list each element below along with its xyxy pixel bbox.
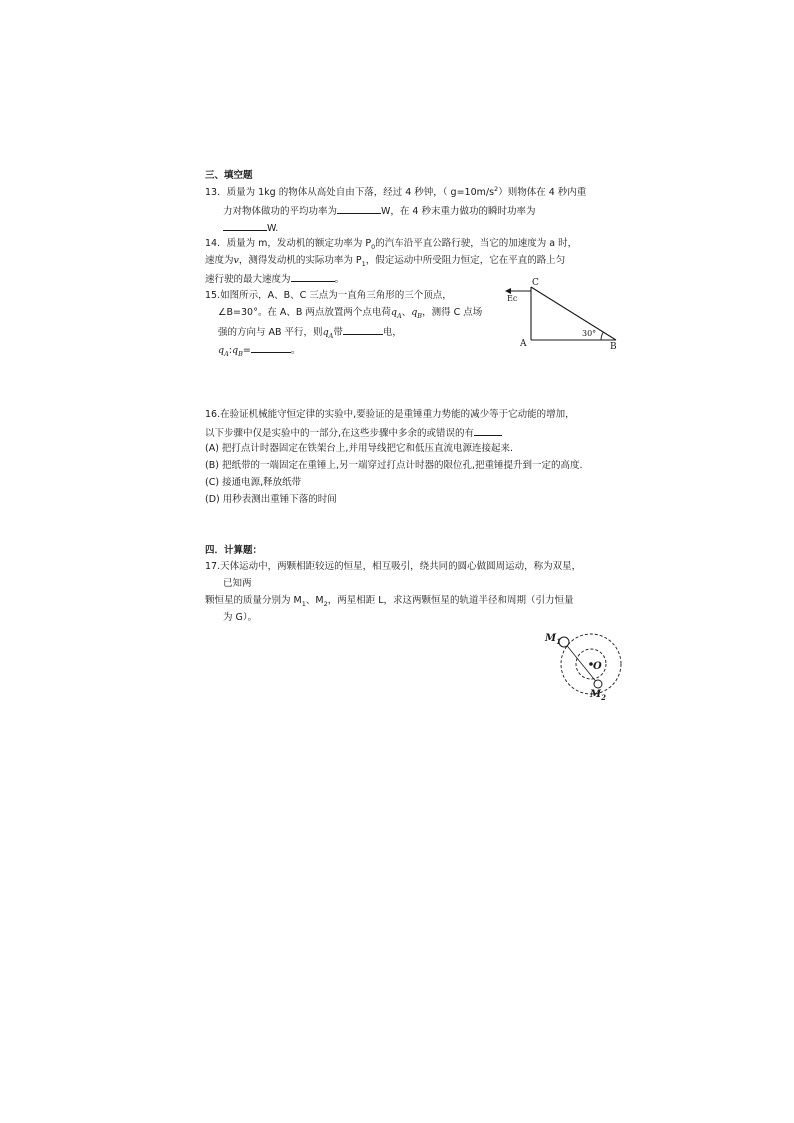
q15-ratio-qa-sub: A [224, 349, 229, 358]
q15-line1: 15.如图所示，A、B、C 三点为一直角三角形的三个顶点， [205, 290, 452, 301]
q17-text-b: 、M [305, 595, 324, 606]
label-m1: $M_1$ [545, 633, 561, 646]
q15-line3 [218, 325, 402, 338]
q13-line2 [223, 204, 536, 217]
q15-text-a: ∠B=30°。在 A、B 两点放置两个点电荷 [218, 307, 391, 318]
label-c: C [532, 278, 539, 288]
label-m2: $M_2$ [590, 689, 606, 702]
q17-line4: 为 G）。 [223, 612, 258, 623]
q14-text-b: 的汽车沿平直公路行驶，当它的加速度为 a 时， [375, 238, 578, 249]
q13-sup: 2 [494, 184, 499, 193]
q16-option-d: (D) 用秒表测出重锤下落的时间 [205, 494, 337, 505]
q15-text-d: 带 [333, 327, 343, 338]
label-a: A [520, 339, 527, 349]
q16-line1: 16.在验证机械能守恒定律的实验中,要验证的是重锤重力势能的减少等于它动能的增加， [205, 409, 575, 420]
q16-line2 [205, 426, 502, 439]
q17-line3 [205, 595, 574, 606]
label-b: B [610, 342, 617, 352]
q16-option-b: (B) 把纸带的一端固定在重锤上,另一端穿过打点计时器的限位孔,把重锤提升到一定的高度. [205, 460, 583, 471]
q14-text-g: 。 [334, 274, 345, 285]
q17-text-c: ，两星相距 L，求这两颗恒星的轨道半径和周期（引力恒量 [327, 595, 574, 606]
q15-qa-sub: A [396, 311, 402, 320]
q15-sep: 、 [401, 307, 412, 318]
q17-text-a: 颗恒星的质量分别为 M [205, 595, 302, 606]
label-angle: 30° [582, 329, 597, 338]
q14-text-c: 速度为 [205, 255, 234, 266]
q15-text-c: 强的方向与 AB 平行，则 [218, 327, 323, 338]
q13-text-b: ）则物体在 4 秒内重 [498, 187, 587, 198]
label-ec: Ec [507, 294, 518, 303]
section3-heading: 三、填空题 [205, 170, 253, 181]
q13-text-d: W，在 4 秒末重力做功的瞬时功率为 [381, 206, 536, 217]
q15-blank-1[interactable] [343, 325, 383, 335]
q14-line3 [205, 272, 344, 285]
q16-option-c: (C) 接通电源,释放纸带 [205, 477, 302, 488]
binary-star-figure [540, 627, 640, 707]
q14-sub-0: 0 [371, 242, 376, 251]
q14-text-a: 14．质量为 m，发动机的额定功率为 P [205, 238, 372, 249]
triangle-figure [500, 277, 640, 357]
q15-text-b: ，测得 C 点场 [422, 307, 483, 318]
q14-line2 [205, 255, 565, 266]
q15-qa: q [390, 307, 397, 318]
q13-blank-1[interactable] [337, 204, 381, 214]
star-m2 [594, 680, 602, 688]
q13-text-a: 13．质量为 1kg 的物体从高处自由下落，经过 4 秒钟，（ g=10m/s [205, 187, 495, 198]
q15-qb: q [411, 307, 418, 318]
q14-velocity-symbol: v [233, 255, 239, 266]
q14-line1 [205, 238, 577, 249]
q15-ratio-qa: q [218, 345, 225, 356]
q14-blank[interactable] [291, 272, 335, 282]
q13-line1 [205, 184, 587, 198]
label-o: O [593, 661, 602, 672]
q16-blank[interactable] [474, 426, 502, 436]
q13-text-c: 力对物体做功的平均功率为 [223, 206, 338, 217]
q15-ratio-qb: q [232, 345, 239, 356]
q16-option-a: (A) 把打点计时器固定在铁架台上,并用导线把它和低压直流电源连接起来. [205, 443, 513, 454]
section4-heading: 四．计算题： [205, 545, 263, 556]
q15-qb-sub: B [417, 311, 423, 320]
q15-line2 [218, 307, 482, 318]
q17-line2: 已知两 [223, 578, 252, 589]
q15-ratio-colon: : [228, 345, 232, 356]
q14-text-e: ，假定运动中所受阻力恒定，它在平直的路上匀 [365, 255, 566, 266]
q14-text-d: ，测得发动机的实际功率为 P [238, 255, 362, 266]
q17-sub-1: 1 [301, 599, 306, 608]
q15-line4 [218, 343, 300, 356]
q14-text-f: 速行驶的最大速度为 [205, 274, 291, 285]
q15-ratio-qb-sub: B [238, 349, 243, 358]
q14-sub-1: 1 [361, 259, 366, 268]
q15-ratio-end: 。 [290, 345, 301, 356]
angle-arc [601, 332, 603, 340]
triangle-side-bc [531, 287, 616, 340]
q17-line1: 17.天体运动中，两颗相距较远的恒星，相互吸引，绕共同的圆心做圆周运动，称为双星， [205, 561, 582, 572]
q13-text-e: W. [267, 223, 279, 234]
q15-q-sub: A [328, 331, 334, 340]
q16-text: 以下步骤中仅是实验中的一部分,在这些步骤中多余的或错误的有 [205, 428, 475, 439]
q17-sub-2: 2 [323, 599, 328, 608]
q15-text-e: 电， [382, 327, 402, 338]
q13-line3 [223, 221, 278, 234]
q13-blank-2[interactable] [223, 221, 267, 231]
q15-blank-2[interactable] [251, 343, 291, 353]
q15-q: q [322, 327, 329, 338]
q15-ratio-eq: = [242, 345, 251, 356]
